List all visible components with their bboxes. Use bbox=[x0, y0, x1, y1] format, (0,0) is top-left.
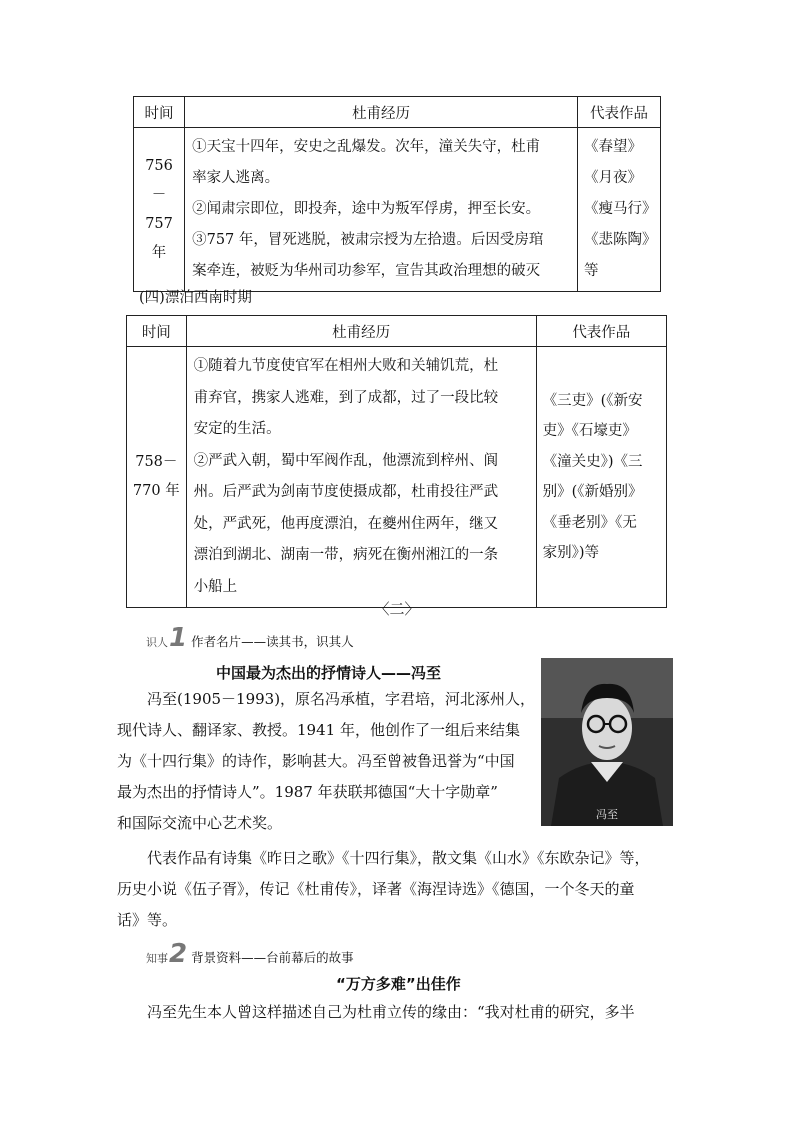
works-line: 《月夜》 bbox=[584, 170, 643, 186]
author-works bbox=[117, 843, 677, 936]
header-experience: 杜甫经历 bbox=[186, 316, 536, 347]
works-line: 《春望》 bbox=[584, 139, 643, 155]
bio-line: 现代诗人、翻译家、教授。1941 年，他创作了一组后来结集 bbox=[117, 721, 520, 739]
time-line: 757 bbox=[145, 215, 173, 232]
photo-caption: 冯至 bbox=[596, 808, 618, 821]
bio-line: 冯至(1905－1993)，原名冯承植，字君培，河北涿州人， bbox=[147, 690, 536, 708]
table-header-row bbox=[134, 97, 661, 128]
table-row bbox=[127, 347, 667, 608]
experience-line: ①天宝十四年，安史之乱爆发。次年，潼关失守，杜甫 bbox=[192, 139, 541, 155]
works-cell bbox=[578, 128, 661, 292]
author-title: 中国最为杰出的抒情诗人——冯至 bbox=[216, 664, 442, 682]
author-bio bbox=[117, 684, 537, 839]
tag-number: 1 bbox=[169, 623, 188, 653]
experience-line: 小船上 bbox=[193, 578, 238, 595]
works-line: 别》(《新婚别》 bbox=[542, 484, 643, 500]
works-para-line: 代表作品有诗集《昨日之歌》《十四行集》，散文集《山水》《东欧杂记》等， bbox=[147, 849, 650, 867]
header-time: 时间 bbox=[134, 97, 185, 128]
part-label: 〈二〉 bbox=[374, 600, 420, 618]
table-period-3 bbox=[133, 96, 661, 292]
background-paragraph: 冯至先生本人曾这样描述自己为杜甫立传的缘由：“我对杜甫的研究，多半 bbox=[147, 1003, 635, 1021]
works-line: 吏》《石壕吏》 bbox=[542, 423, 637, 439]
experience-cell bbox=[185, 128, 578, 292]
works-line: 《瘦马行》 bbox=[584, 201, 657, 217]
tag-prefix: 知事 bbox=[146, 952, 168, 965]
works-line: 《悲陈陶》 bbox=[584, 232, 657, 248]
experience-cell bbox=[186, 347, 536, 608]
experience-line: ①随着九节度使官军在相州大败和关辅饥荒，杜 bbox=[193, 358, 499, 374]
header-works: 代表作品 bbox=[578, 97, 661, 128]
section-tag-author bbox=[146, 623, 354, 653]
works-line: 等 bbox=[584, 263, 599, 279]
table-header-row bbox=[127, 316, 667, 347]
time-line: 770 年 bbox=[132, 483, 180, 499]
bio-line: 最为杰出的抒情诗人”。1987 年获联邦德国“大十字勋章” bbox=[117, 783, 498, 801]
works-line: 《潼关史》)《三 bbox=[542, 453, 643, 470]
experience-line: ②闻肃宗即位，即投奔，途中为叛军俘虏，押至长安。 bbox=[192, 201, 541, 217]
table-row bbox=[134, 128, 661, 292]
experience-line: 甫弃官，携家人逃难，到了成都，过了一段比较 bbox=[193, 389, 499, 406]
tag-number: 2 bbox=[169, 939, 188, 969]
time-line: 758－ bbox=[135, 454, 178, 470]
experience-line: 安定的生活。 bbox=[193, 421, 281, 437]
bio-line: 为《十四行集》的诗作，影响甚大。冯至曾被鲁迅誉为“中国 bbox=[117, 752, 515, 770]
experience-line: ②严武入朝，蜀中军阀作乱，他漂流到梓州、阆 bbox=[193, 452, 499, 469]
experience-line: 漂泊到湖北、湖南一带，病死在衡州湘江的一条 bbox=[193, 547, 499, 563]
header-experience: 杜甫经历 bbox=[185, 97, 578, 128]
works-cell bbox=[536, 347, 666, 608]
experience-line: 案牵连，被贬为华州司功参军，宣告其政治理想的破灭 bbox=[192, 263, 541, 279]
author-photo bbox=[541, 658, 673, 826]
time-cell bbox=[127, 347, 187, 608]
works-line: 《垂老别》《无 bbox=[542, 514, 637, 531]
works-line: 家别》)等 bbox=[542, 545, 600, 561]
tag-label: 背景资料——台前幕后的故事 bbox=[191, 950, 354, 965]
time-line: 756 bbox=[145, 157, 173, 174]
works-line: 《三吏》(《新安 bbox=[542, 392, 643, 409]
bio-line: 和国际交流中心艺术奖。 bbox=[117, 814, 283, 832]
portrait-image bbox=[541, 658, 673, 826]
time-line: 年 bbox=[151, 244, 167, 261]
experience-line: 率家人逃离。 bbox=[192, 170, 280, 186]
header-time: 时间 bbox=[127, 316, 187, 347]
section-tag-background bbox=[146, 939, 354, 969]
background-title: “万方多难”出佳作 bbox=[336, 975, 461, 993]
works-para-line: 历史小说《伍子胥》，传记《杜甫传》，译著《海涅诗选》《德国，一个冬天的童 bbox=[117, 880, 635, 898]
tag-prefix: 识人 bbox=[146, 636, 168, 649]
time-cell bbox=[134, 128, 185, 292]
experience-line: 州。后严武为剑南节度使摄成都，杜甫投往严武 bbox=[193, 484, 499, 500]
table-period-4 bbox=[126, 315, 667, 608]
section-title-southwest: (四)漂泊西南时期 bbox=[139, 290, 252, 306]
experience-line: ③757 年，冒死逃脱，被肃宗授为左拾遗。后因受房琯 bbox=[192, 232, 544, 248]
experience-line: 处，严武死，他再度漂泊，在夔州住两年，继又 bbox=[193, 515, 499, 532]
works-para-line: 话》等。 bbox=[117, 911, 178, 929]
header-works: 代表作品 bbox=[536, 316, 666, 347]
time-line: － bbox=[151, 186, 167, 203]
tag-label: 作者名片——读其书，识其人 bbox=[191, 634, 354, 649]
